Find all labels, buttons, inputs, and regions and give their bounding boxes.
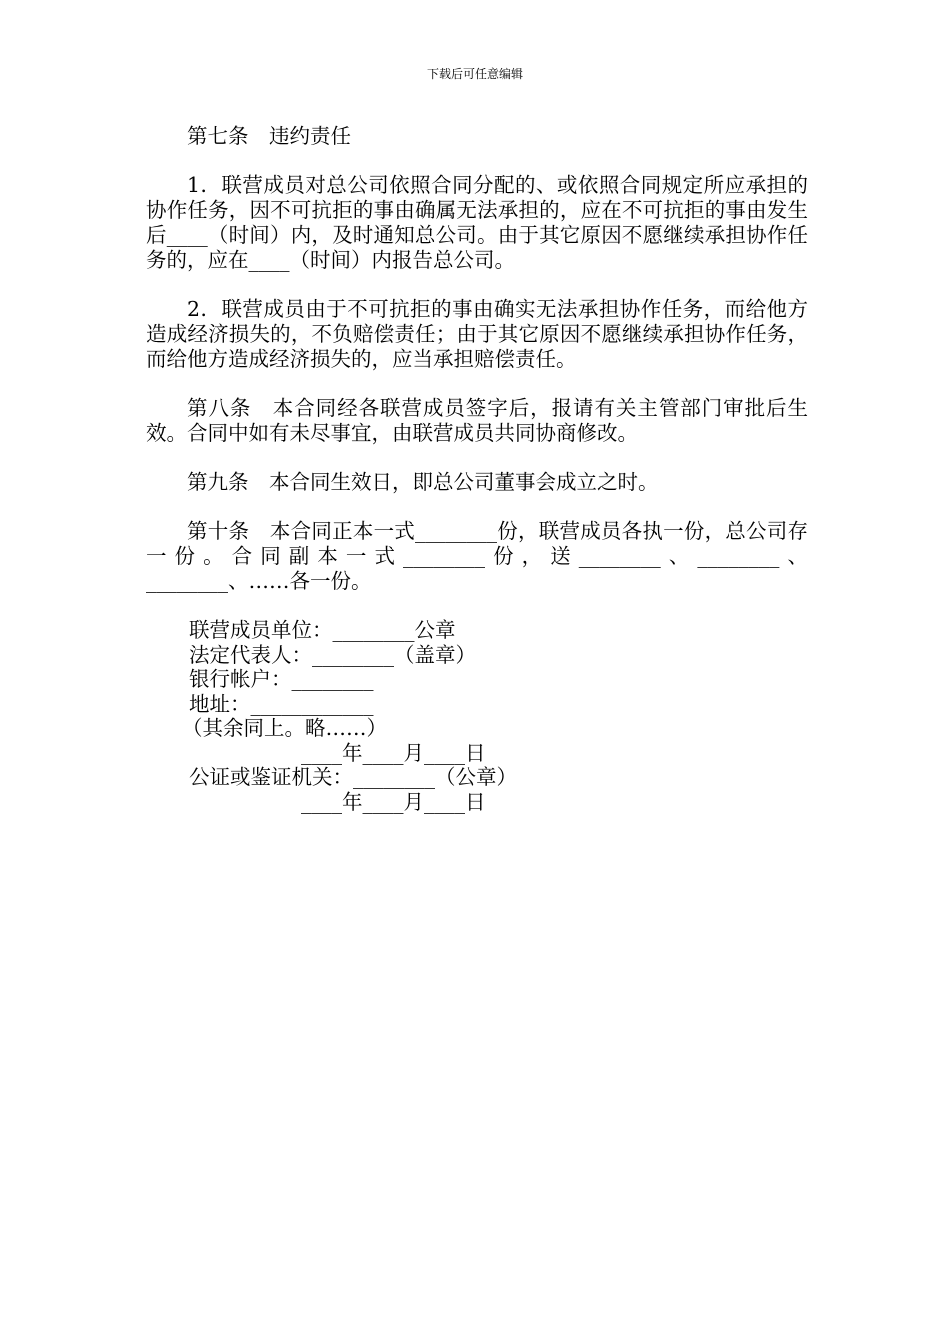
notary-line: 公证或鉴证机关：________（公章） xyxy=(189,765,517,789)
signature-block xyxy=(146,618,808,814)
article-7-clause-2: 2．联营成员由于不可抗拒的事由确实无法承担协作任务，而给他方造成经济损失的，不负赔偿责任；由于其它原因不愿继续承担协作任务，而给他方造成经济损失的，应当承担赔偿责任。 xyxy=(146,297,808,371)
member-unit-line: 联营成员单位：________公章 xyxy=(189,618,456,642)
others-omitted-note: （其余同上。略……） xyxy=(182,716,387,740)
article-10: 第十条 本合同正本一式________份，联营成员各执一份，总公司存一份。合同副本一式________份，送________、________、________、……各一份。 xyxy=(146,519,808,593)
legal-representative-line: 法定代表人：________（盖章） xyxy=(189,642,476,667)
bank-account-line: 银行帐户：________ xyxy=(189,667,374,691)
article-9: 第九条 本合同生效日，即总公司董事会成立之时。 xyxy=(187,470,659,494)
date-line-1: ____年____月____日 xyxy=(301,740,486,765)
article-8: 第八条 本合同经各联营成员签字后，报请有关主管部门审批后生效。合同中如有未尽事宜，由联营成员共同协商修改。 xyxy=(146,396,808,445)
address-line: 地址：____________ xyxy=(189,691,374,716)
date-line-2: ____年____月____日 xyxy=(301,789,486,814)
contract-body xyxy=(146,124,808,814)
page-header-note: 下载后可任意编辑 xyxy=(426,67,523,81)
article-7-clause-1: 1．联营成员对总公司依照合同分配的、或依照合同规定所应承担的协作任务，因不可抗拒的事由确属无法承担的，应在不可抗拒的事由发生后____（时间）内，及时通知总公司。由于其它原因不愿继续承担协作任务的，应在____（时间）内报告总公司。 xyxy=(146,173,808,272)
article-7-title: 第七条 违约责任 xyxy=(187,124,351,148)
